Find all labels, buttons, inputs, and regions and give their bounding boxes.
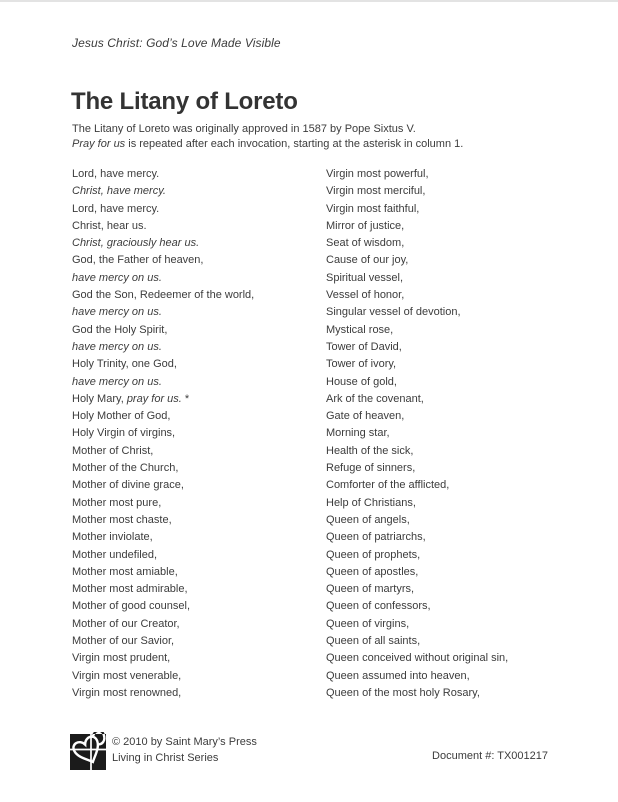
- litany-line: Health of the sick,: [326, 444, 414, 457]
- litany-line: Help of Christians,: [326, 496, 416, 509]
- litany-line: Morning star,: [326, 427, 390, 440]
- intro-line-2: [72, 137, 463, 152]
- litany-line: Mother undefiled,: [72, 548, 157, 561]
- page-title: The Litany of Loreto: [71, 88, 298, 115]
- litany-line: Virgin most powerful,: [326, 168, 429, 180]
- litany-column-1: [72, 166, 322, 702]
- litany-line: Mother of divine grace,: [72, 479, 184, 492]
- litany-line: Mother most amiable,: [72, 565, 178, 578]
- litany-line: Virgin most renowned,: [72, 686, 182, 699]
- litany-line: Queen of angels,: [326, 513, 410, 526]
- litany-line: Seat of wisdom,: [326, 237, 405, 250]
- litany-line: Mother of our Creator,: [72, 617, 180, 630]
- saint-marys-press-logo-icon: [70, 732, 114, 772]
- litany-line: Ark of the covenant,: [326, 392, 424, 405]
- litany-line: God the Son, Redeemer of the world,: [72, 289, 255, 302]
- litany-line: Christ, graciously hear us.: [72, 237, 200, 250]
- litany-line: Vessel of honor,: [326, 289, 405, 302]
- footer-text: [112, 734, 257, 766]
- series-text: Living in Christ Series: [112, 752, 219, 764]
- litany-line: Queen of confessors,: [326, 600, 431, 613]
- litany-line: Mother most chaste,: [72, 513, 172, 526]
- litany-line: have mercy on us.: [72, 375, 162, 388]
- litany-line: Mystical rose,: [326, 323, 394, 336]
- course-header: Jesus Christ: God’s Love Made Visible: [72, 36, 281, 50]
- litany-line: Spiritual vessel,: [326, 271, 404, 284]
- litany-line: Holy Mother of God,: [72, 410, 171, 423]
- litany-line: Virgin most prudent,: [72, 652, 171, 665]
- litany-line: Mother inviolate,: [72, 531, 153, 544]
- litany-line: House of gold,: [326, 375, 397, 388]
- litany-line: Comforter of the afflicted,: [326, 479, 450, 492]
- litany-line: Mother of good counsel,: [72, 600, 191, 613]
- litany-line: Queen of patriarchs,: [326, 531, 426, 544]
- footer: [70, 732, 548, 772]
- litany-line: Queen of all saints,: [326, 635, 421, 648]
- intro-line-2-italic: Pray for us: [72, 138, 126, 150]
- litany-line: have mercy on us.: [72, 271, 162, 284]
- litany-line: Holy Mary, pray for us. *: [72, 392, 190, 405]
- litany-line: Holy Trinity, one God,: [72, 358, 177, 371]
- litany-line: Mother most pure,: [72, 496, 162, 509]
- litany-line: Refuge of sinners,: [326, 462, 416, 475]
- litany-line: Queen of the most holy Rosary,: [326, 686, 480, 699]
- litany-line: Virgin most faithful,: [326, 202, 420, 215]
- litany-line: Cause of our joy,: [326, 254, 409, 267]
- litany-line: Mother of our Savior,: [72, 635, 175, 648]
- litany-line: Queen of virgins,: [326, 617, 410, 630]
- litany-line: Mother of the Church,: [72, 462, 179, 475]
- litany-line: Virgin most venerable,: [72, 669, 182, 682]
- litany-line: Singular vessel of devotion,: [326, 306, 461, 319]
- litany-line: have mercy on us.: [72, 340, 162, 353]
- litany-line: Lord, have mercy.: [72, 202, 160, 215]
- intro-line-1: The Litany of Loreto was originally approved in 1587 by Pope Sixtus V.: [72, 123, 416, 135]
- litany-line: Queen assumed into heaven,: [326, 669, 470, 682]
- litany-line: Tower of ivory,: [326, 358, 397, 371]
- litany-line: Holy Virgin of virgins,: [72, 427, 176, 440]
- litany-line: Queen conceived without original sin,: [326, 652, 509, 665]
- litany-line: Queen of apostles,: [326, 565, 419, 578]
- litany-line: Lord, have mercy.: [72, 168, 160, 180]
- litany-line: God, the Father of heaven,: [72, 254, 204, 267]
- litany-line: Queen of martyrs,: [326, 583, 415, 596]
- litany-line: Tower of David,: [326, 340, 402, 353]
- litany-line: Gate of heaven,: [326, 410, 405, 423]
- litany-line: God the Holy Spirit,: [72, 323, 168, 336]
- intro: [72, 122, 463, 152]
- litany-line: Mother most admirable,: [72, 583, 188, 596]
- litany-line: Queen of prophets,: [326, 548, 421, 561]
- intro-line-2-rest: is repeated after each invocation, starting at the asterisk in column 1.: [125, 138, 464, 150]
- litany-column-2: [326, 166, 546, 702]
- litany-line: Christ, have mercy.: [72, 185, 166, 198]
- litany-line: Christ, hear us.: [72, 219, 147, 232]
- document-number: Document #: TX001217: [432, 750, 548, 762]
- copyright-text: © 2010 by Saint Mary’s Press: [112, 736, 257, 748]
- litany-line: have mercy on us.: [72, 306, 162, 319]
- litany-line: Mother of Christ,: [72, 444, 154, 457]
- litany-line: Virgin most merciful,: [326, 185, 426, 198]
- litany-line: Mirror of justice,: [326, 219, 405, 232]
